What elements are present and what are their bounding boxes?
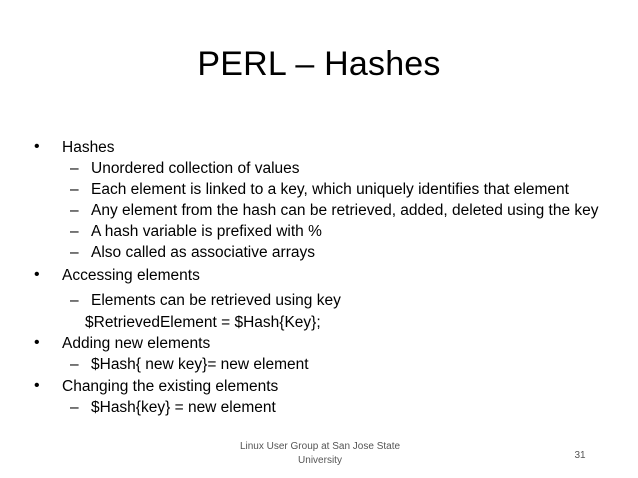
dash-icon: – [70, 202, 79, 219]
bullet-hashes: Hashes [62, 139, 115, 156]
footer-line-2: University [298, 455, 342, 466]
subitem-unordered-collection: Unordered collection of values [91, 160, 300, 177]
dash-icon: – [70, 356, 79, 373]
bullet-icon: • [34, 266, 40, 283]
page-number: 31 [574, 450, 586, 461]
code-retrieved-element: $RetrievedElement = $Hash{Key}; [85, 314, 321, 331]
footer-line-1: Linux User Group at San Jose State [239, 441, 401, 452]
dash-icon: – [70, 399, 79, 416]
bullet-icon: • [34, 377, 40, 394]
dash-icon: – [70, 292, 79, 309]
subitem-associative-arrays: Also called as associative arrays [91, 244, 315, 261]
subitem-prefixed-percent: A hash variable is prefixed with % [91, 223, 322, 240]
subitem-linked-to-key: Each element is linked to a key, which uniquely identifies that element [91, 181, 569, 198]
slide-title: PERL – Hashes [197, 45, 441, 83]
dash-icon: – [70, 244, 79, 261]
footer [230, 440, 410, 468]
subitem-retrieved-using-key: Elements can be retrieved using key [91, 292, 341, 309]
bullet-icon: • [34, 138, 40, 155]
dash-icon: – [70, 223, 79, 240]
bullet-accessing-elements: Accessing elements [62, 267, 200, 284]
subitem-add-code: $Hash{ new key}= new element [91, 356, 309, 373]
bullet-adding-elements: Adding new elements [62, 335, 211, 352]
dash-icon: – [70, 181, 79, 198]
bullet-icon: • [34, 334, 40, 351]
subitem-change-code: $Hash{key} = new element [91, 399, 276, 416]
dash-icon: – [70, 160, 79, 177]
bullet-changing-elements: Changing the existing elements [62, 378, 279, 395]
subitem-retrieved-added-deleted: Any element from the hash can be retrieved, added, deleted using the key [91, 202, 599, 219]
